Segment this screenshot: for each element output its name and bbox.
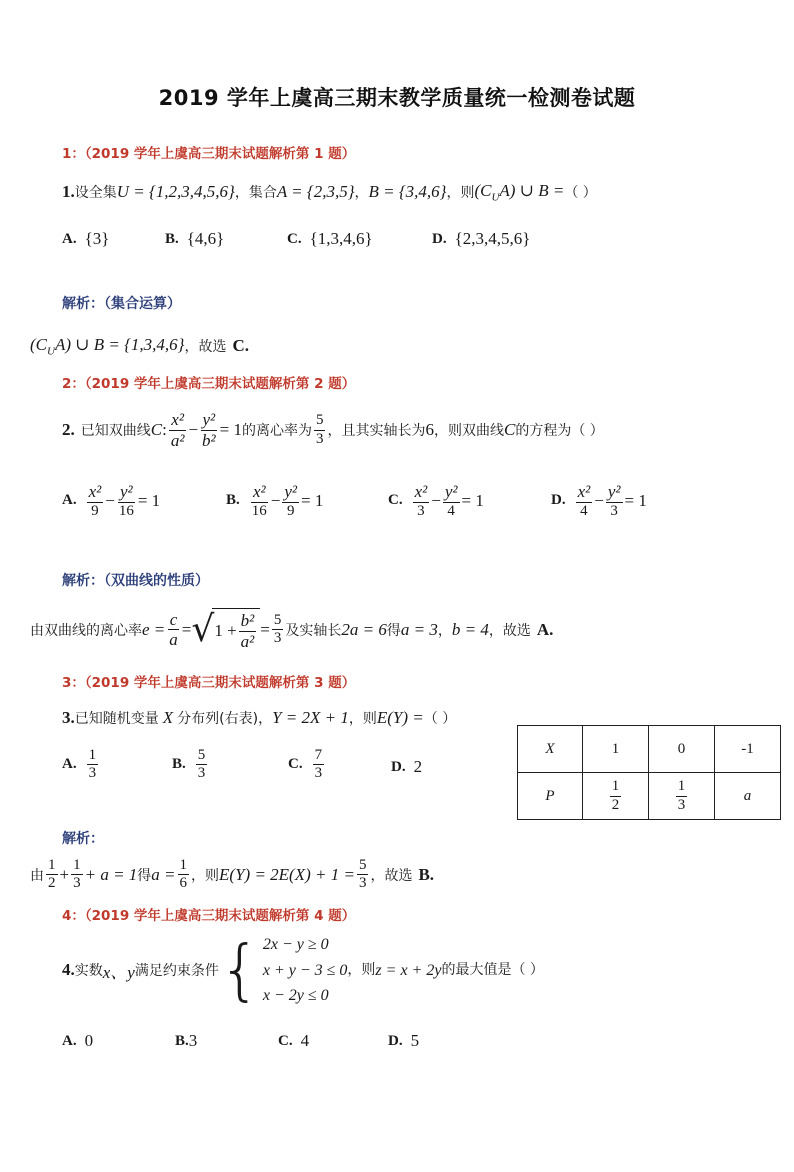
- q1-stem-text-a: 设全集: [74, 185, 117, 202]
- q2-solution-text-b: 及实轴长: [285, 622, 342, 639]
- q3-solution: [30, 857, 434, 893]
- q2-stem-text-e: 的方程为: [515, 423, 572, 440]
- q2-solution-answer: A.: [536, 619, 554, 639]
- q4-stem-then: ，则: [347, 962, 376, 979]
- q2-stem-text-b: 的离心率为: [241, 423, 312, 440]
- q3-number: 3.: [62, 708, 75, 727]
- q1-solution-expr: $(C_UA)$ ∪ B = {1,3,4,6}: [30, 335, 185, 358]
- q3-solution-a: a =: [151, 864, 176, 884]
- q1-section-heading: 1：（2019 学年上虞高三期末试题解析第 1 题）: [62, 146, 356, 162]
- q3-relation: Y = 2X + 1: [272, 708, 349, 727]
- table-cell: $\frac{1}{2}$: [583, 773, 649, 820]
- q1-answer-paren: （ ）: [564, 185, 597, 202]
- q3-solution-ze: ，则: [191, 867, 220, 884]
- q1-set-b: B = {3,4,6}: [368, 182, 447, 202]
- q1-universal-set: U = {1,2,3,4,5,6}: [116, 182, 235, 202]
- q4-option-b[interactable]: B. 3: [175, 1031, 198, 1050]
- q1-solution: [30, 335, 249, 357]
- table-cell: a: [715, 773, 781, 820]
- q4-stem-text-c: 的最大值是: [441, 962, 512, 979]
- q3-solution-third: $\frac{1}{3}$: [73, 857, 81, 892]
- q3-solution-you: 由: [30, 867, 44, 884]
- q4-option-a[interactable]: A. 0: [62, 1031, 94, 1050]
- q2-solution-a: a = 3: [400, 619, 438, 639]
- table-cell: $\frac{1}{3}$: [649, 773, 715, 820]
- q3-solution-sixth: $\frac{1}{6}$: [179, 857, 188, 892]
- q1-stem: [62, 181, 597, 203]
- q4-option-c[interactable]: C. 4: [278, 1031, 310, 1050]
- q3-solution-de: 得: [137, 867, 152, 884]
- q1-stem-text-b: ，集合: [234, 185, 277, 202]
- q2-analysis-heading: 解析：（双曲线的性质）: [62, 573, 209, 589]
- q2-option-b[interactable]: B. $\frac{\text{x²}}{16}$ − $\frac{\text{y²}}{9}$ = 1: [226, 482, 324, 519]
- q2-solution-comma: ，: [437, 622, 452, 639]
- q3-stem-text-b: 分布列(右表)，: [177, 711, 273, 727]
- table-cell: 1: [583, 726, 649, 773]
- q4-constraint-2-line: [263, 958, 544, 984]
- q2-section-heading: 2：（2019 学年上虞高三期末试题解析第 2 题）: [62, 376, 356, 392]
- table-row: [518, 773, 781, 820]
- table-row: [518, 726, 781, 773]
- q2-stem-text-d: ，则双曲线: [433, 423, 504, 440]
- q2-option-a[interactable]: A. $\frac{\text{x²}}{9}$ − $\frac{\text{y²}}{16}$ = 1: [62, 482, 161, 519]
- q2-solution-e: e =: [142, 619, 166, 639]
- q3-section-heading: 3：（2019 学年上虞高三期末试题解析第 3 题）: [62, 675, 356, 691]
- q3-var-x: X: [162, 708, 174, 727]
- q3-answer-paren: （ ）: [423, 711, 457, 727]
- table-cell: P: [518, 773, 583, 820]
- q4-stem-text-a: 实数: [74, 963, 103, 980]
- q1-solution-text: ，故选: [184, 339, 227, 356]
- q3-option-a[interactable]: A. $\frac{1}{3}$: [62, 747, 97, 782]
- q4-section-heading: 4：（2019 学年上虞高三期末试题解析第 4 题）: [62, 908, 356, 924]
- q3-solution-answer: B.: [418, 864, 435, 884]
- q3-solution-pick: ，故选: [370, 867, 413, 884]
- table-cell: -1: [715, 726, 781, 773]
- q2-solution: 由双曲线的离心率 e = $\frac{c}{a}$ = √ 1 + $\frac{\text{b²}}{\text{a²}}$ = $\frac{5}{3}$ 及实轴长 2a = 6 得 a = 3 ， b = 4 ，故选 A.: [30, 608, 554, 651]
- q3-analysis-heading: 解析：: [62, 831, 104, 847]
- q2-solution-five-thirds: $\frac{5}{3}$: [273, 611, 282, 647]
- q2-frac-x2-a2: $\frac{\text{x²}}{\text{a²}}$: [170, 410, 185, 450]
- q2-curve-c-2: C: [503, 420, 516, 440]
- q1-expression: $(C_UA)$ ∪ B =: [474, 181, 565, 204]
- q2-eccentricity: $\frac{5}{3}$: [315, 412, 324, 447]
- q1-stem-text-d: ，则: [446, 185, 475, 202]
- q3-stem-text-c: ，则: [348, 711, 377, 727]
- q3-distribution-table: [517, 725, 781, 820]
- q1-solution-answer: C.: [232, 336, 249, 356]
- q3-solution-expectation: E(Y) = 2E(X) + 1 =: [219, 864, 355, 884]
- q3-solution-sum: + a = 1: [84, 864, 138, 884]
- q2-minus: −: [188, 420, 199, 440]
- q1-option-b[interactable]: B. {4,6}: [165, 229, 225, 248]
- q2-option-d[interactable]: D. $\frac{\text{x²}}{4}$ − $\frac{\text{y²}}{3}$ = 1: [551, 482, 647, 519]
- table-cell: 0: [649, 726, 715, 773]
- q2-answer-paren: （ ）: [571, 423, 604, 440]
- q2-axis-length: 6: [425, 420, 434, 440]
- q2-frac-y2-b2: $\frac{\text{y²}}{\text{b²}}$: [202, 410, 216, 450]
- q2-solution-sqrt: √ 1 + $\frac{\text{b²}}{\text{a²}}$: [191, 608, 260, 651]
- q1-set-a: A = {2,3,5}: [276, 182, 355, 202]
- q4-answer-paren: （ ）: [511, 962, 544, 979]
- q2-solution-pick: ，故选: [488, 622, 531, 639]
- q2-solution-text-a: 由双曲线的离心率: [30, 622, 142, 639]
- q3-stem: [62, 708, 456, 728]
- q2-curve-c: C: [150, 420, 163, 440]
- q4-vars: x、y: [102, 962, 135, 982]
- q3-solution-plus: +: [59, 864, 70, 884]
- q2-solution-len: 2a = 6: [341, 619, 387, 639]
- q1-option-c[interactable]: C. {1,3,4,6}: [287, 229, 373, 248]
- q1-stem-text-c: ，: [354, 185, 369, 202]
- q2-stem-text-c: ，且其实轴长为: [327, 423, 426, 440]
- q1-option-a[interactable]: A. {3}: [62, 229, 110, 248]
- q3-expectation: E(Y) =: [376, 708, 424, 727]
- q2-solution-get: 得: [386, 622, 401, 639]
- q4-stem: [62, 932, 544, 1009]
- q2-solution-b: b = 4: [451, 619, 489, 639]
- q2-eq: = 1: [219, 420, 242, 440]
- q2-colon: :: [162, 420, 167, 440]
- q4-objective: z = x + 2y: [375, 961, 442, 979]
- q3-option-d[interactable]: D. 2: [391, 757, 423, 776]
- page-title: 2019 学年上虞高三期末教学质量统一检测卷试题: [158, 86, 636, 110]
- q3-option-b[interactable]: B. $\frac{5}{3}$: [172, 747, 206, 782]
- q2-number: 2.: [62, 420, 75, 440]
- q4-number: 4.: [62, 960, 75, 980]
- q1-number: 1.: [62, 182, 75, 202]
- q4-option-d[interactable]: D. 5: [388, 1031, 420, 1050]
- table-cell: X: [518, 726, 583, 773]
- q4-constraints: [263, 932, 544, 1009]
- q4-stem-text-b: 满足约束条件: [134, 963, 219, 980]
- q4-constraint-1: 2x − y ≥ 0: [262, 936, 329, 953]
- q2-stem-text-a: 已知双曲线: [80, 423, 151, 440]
- q4-constraint-2: x + y − 3 ≤ 0: [262, 961, 348, 979]
- q1-analysis-heading: 解析：（集合运算）: [62, 296, 181, 312]
- q4-brace: {: [218, 931, 261, 1009]
- q3-stem-text-a: 已知随机变量: [74, 711, 159, 727]
- q2-stem: [62, 410, 604, 450]
- q3-solution-half: $\frac{1}{2}$: [48, 857, 56, 892]
- q2-solution-c-over-a: $\frac{c}{a}$: [169, 609, 178, 650]
- q1-option-d[interactable]: D. {2,3,4,5,6}: [432, 229, 531, 248]
- q2-option-c[interactable]: C. $\frac{\text{x²}}{3}$ − $\frac{\text{y²}}{4}$ = 1: [388, 482, 484, 519]
- q4-constraint-3: x − 2y ≤ 0: [262, 987, 329, 1005]
- q3-solution-result: $\frac{5}{3}$: [358, 857, 367, 892]
- q3-option-c[interactable]: C. $\frac{7}{3}$: [288, 747, 323, 782]
